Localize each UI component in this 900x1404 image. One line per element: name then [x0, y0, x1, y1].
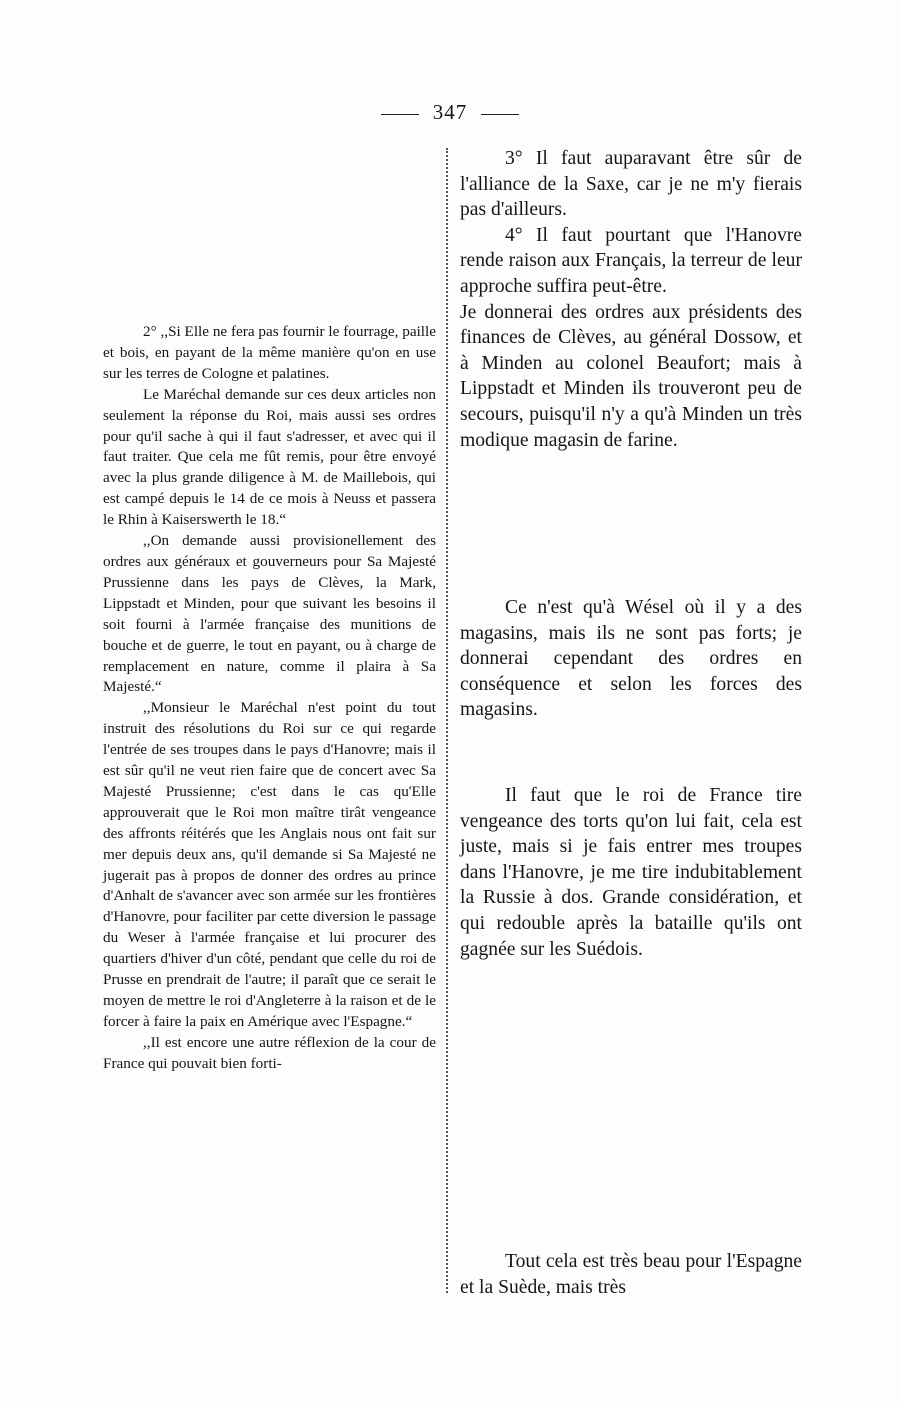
right-block-4	[460, 1249, 802, 1300]
left-paragraph: 2° ,,Si Elle ne fera pas fournir le fourrage, paille et bois, en payant de la même manière qu'on en use sur les terres de Cologne et palatines.	[103, 323, 436, 382]
left-paragraph: ,,Il est encore une autre réflexion de la cour de France qui pouvait bien forti-	[103, 1033, 436, 1072]
right-block-1	[460, 146, 802, 453]
right-paragraph: Je donnerai des ordres aux présidents des finances de Clèves, au général Dossow, et à Minden au colonel Beaufort; mais à Lippstadt et Minden ils trouveront peu de secours, puisqu'il n'y a qu'à Minden un très modique magasin de farine.	[460, 301, 802, 451]
right-paragraph: 3° Il faut auparavant être sûr de l'alliance de la Saxe, car je ne m'y fierais pas d'ailleurs.	[460, 148, 802, 221]
right-paragraph: Il faut que le roi de France tire vengeance des torts qu'on lui fait, cela est juste, mais si je fais entrer mes troupes dans l'Hanovre, je me tire indubitablement la Russie à dos. Grande considération, et qui redouble après la bataille qu'ils ont gagnée sur les Suédois.	[460, 785, 802, 960]
left-paragraph: Le Maréchal demande sur ces deux articles non seulement la réponse du Roi, mais aussi ses ordres pour qu'il sache à qui il faut s'adresser, et avec qui il faut traiter. Que cela me fût remis, pour être envoyé avec la plus grande diligence à M. de Maillebois, qui est campé depuis le 14 de ce mois à Neuss et passera le Rhin à Kaiserswerth le 18.“	[103, 385, 436, 529]
header-rule-left	[381, 114, 419, 115]
page-number: 347	[432, 100, 468, 124]
column-divider	[446, 148, 448, 1293]
page-header	[0, 100, 900, 125]
left-paragraph: ,,On demande aussi provisionellement des ordres aux généraux et gouverneurs pour Sa Majesté Prussienne dans les pays de Clèves, la Mark, Lippstadt et Minden, pour que suivant les besoins il soit fourni à l'armée française des munitions de bouche et de guerre, le tout en payant, ou à charge de remplacement en nature, comme il plaira à Sa Majesté.“	[103, 532, 436, 696]
right-paragraph: Tout cela est très beau pour l'Espagne et la Suède, mais très	[460, 1251, 802, 1298]
right-block-2	[460, 595, 802, 723]
right-paragraph: 4° Il faut pourtant que l'Hanovre rende raison aux Français, la terreur de leur approche suffira peut-être.	[460, 224, 802, 297]
left-column	[103, 322, 436, 1075]
header-rule-right	[481, 114, 519, 115]
right-block-3	[460, 783, 802, 962]
right-paragraph: Ce n'est qu'à Wésel où il y a des magasins, mais ils ne sont pas forts; je donnerai cependant des ordres en conséquence et selon les forces des magasins.	[460, 597, 802, 721]
left-paragraph: ,,Monsieur le Maréchal n'est point du tout instruit des résolutions du Roi sur ce qui regarde l'entrée de ses troupes dans le pays d'Hanovre; mais il est sûr qu'il ne veut rien faire que de concert avec Sa Majesté Prussienne; c'est dans le cas qu'Elle approuverait que le Roi mon maître tirât vengeance des affronts réitérés que les Anglais nous ont fait sur mer depuis deux ans, qu'il demande si Sa Majesté ne jugerait pas à propos de donner des ordres au prince d'Anhalt de s'avancer avec son armée sur les frontières d'Hanovre, pour faciliter par cette diversion le passage du Weser à l'armée française et lui procurer des quartiers d'hiver d'un côté, pendant que celle du roi de Prusse en prendrait de l'autre; il paraît que ce serait le moyen de mettre le roi d'Angleterre à la raison et de le forcer à faire la paix en Amérique avec l'Espagne.“	[103, 699, 436, 1030]
